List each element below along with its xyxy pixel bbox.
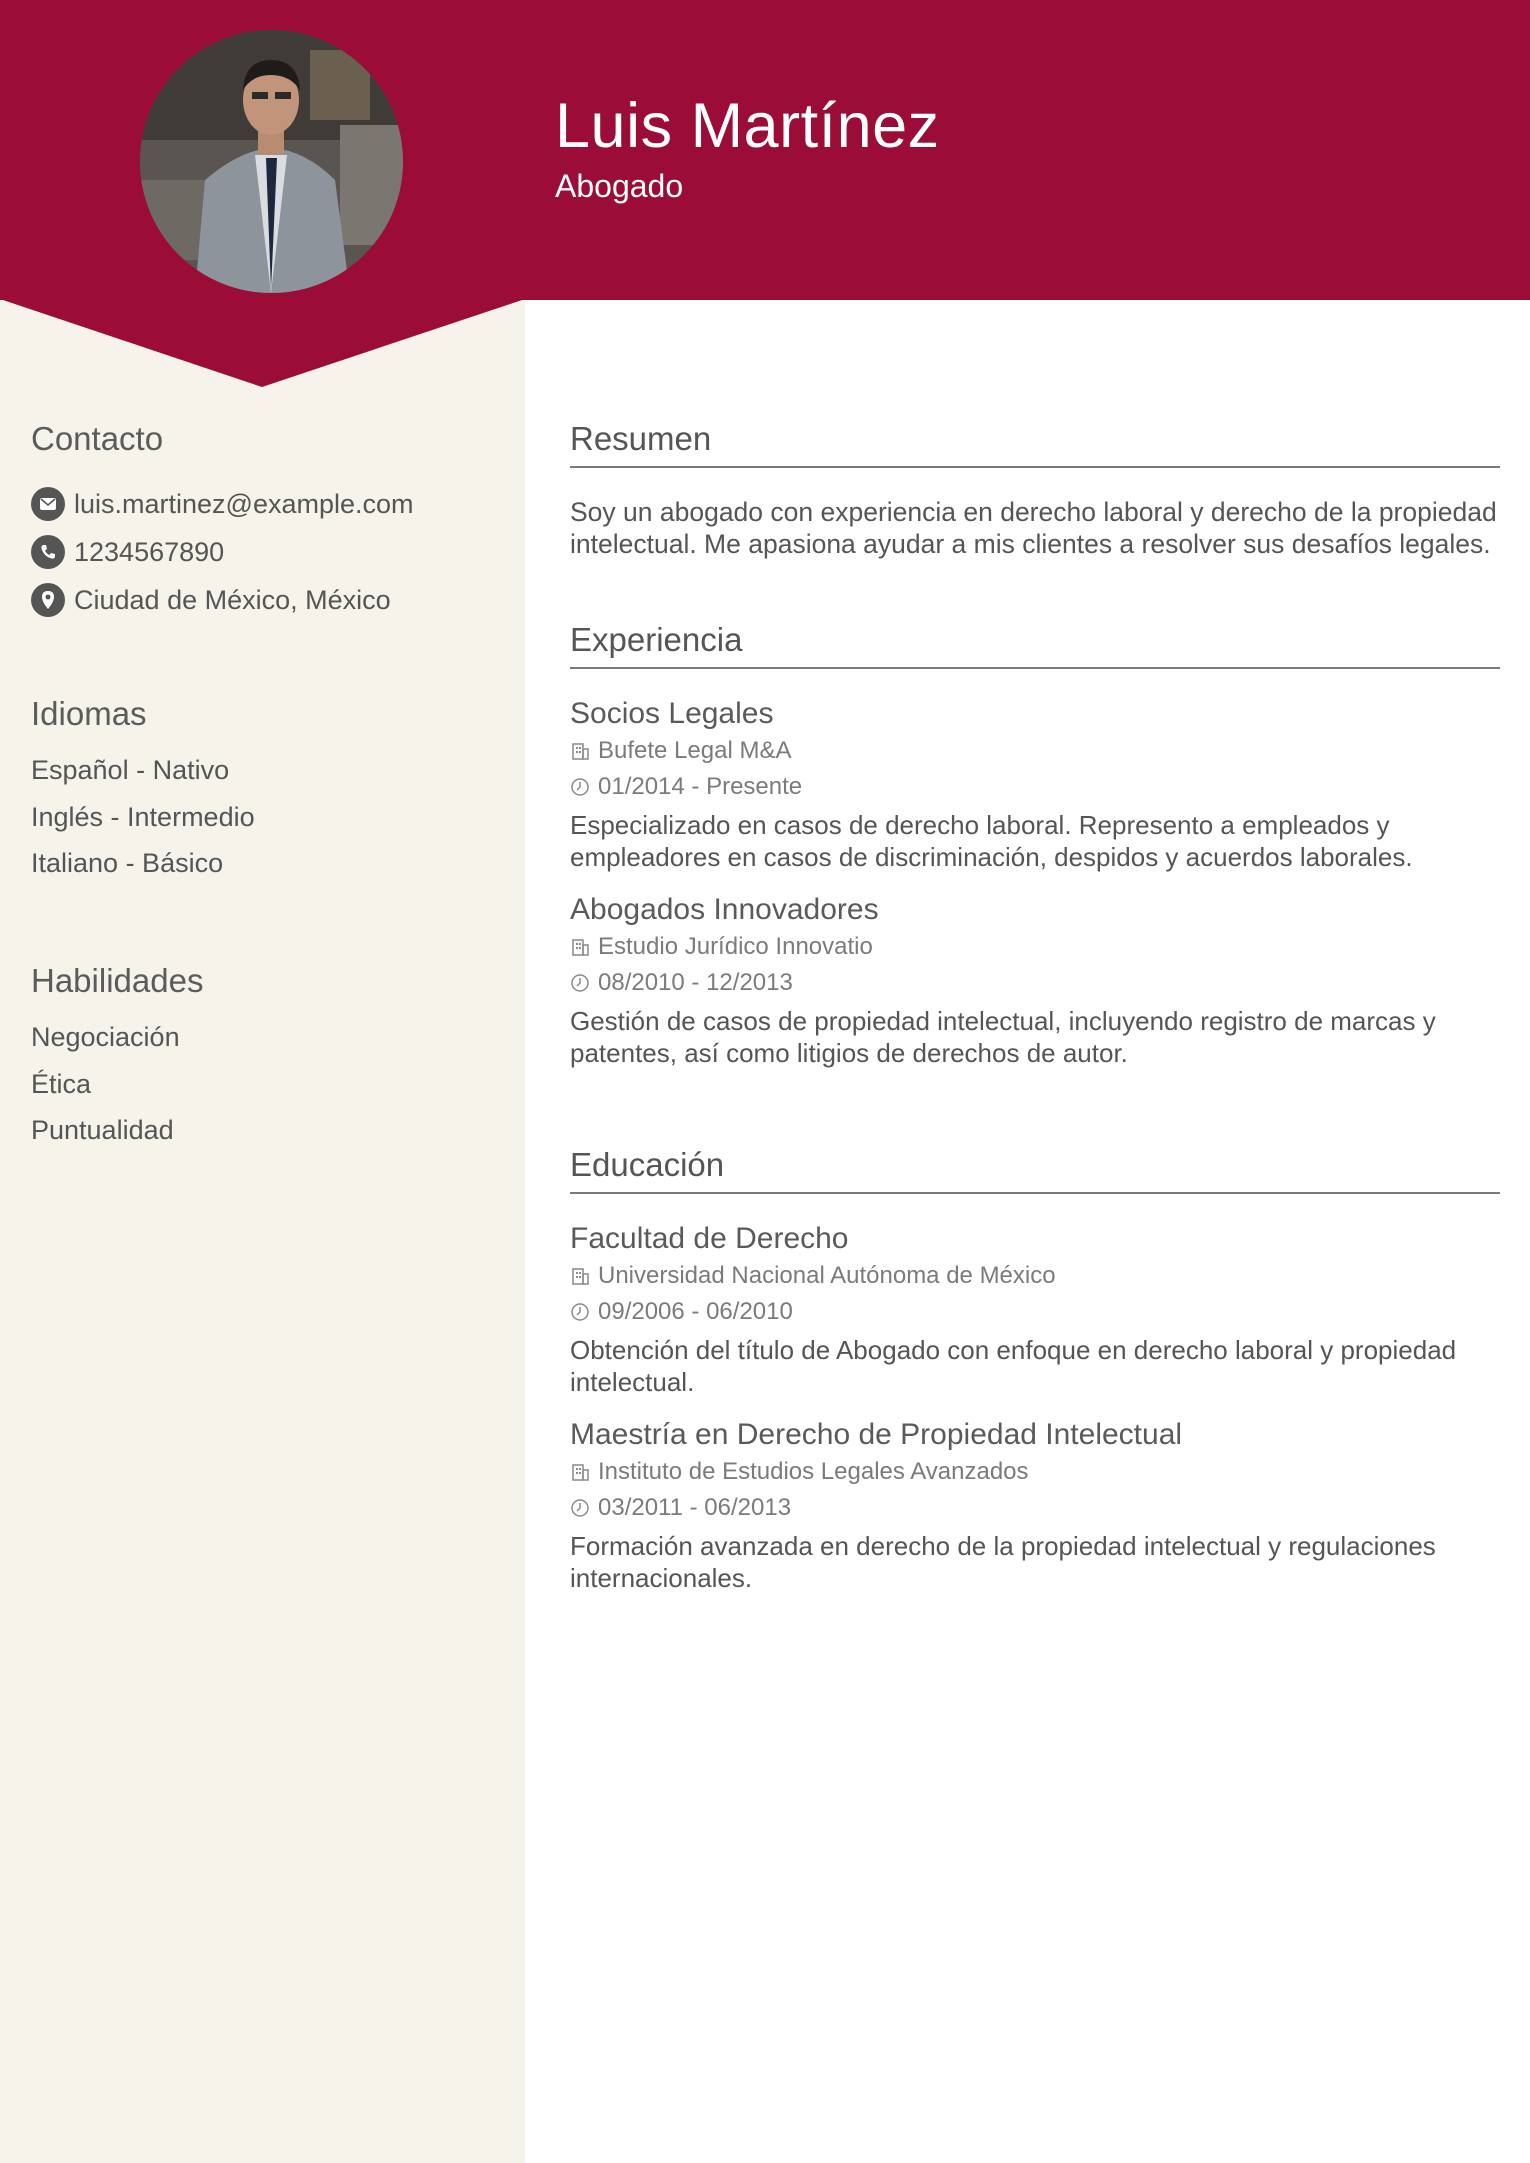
clock-icon <box>570 1302 590 1322</box>
contact-title: Contacto <box>31 420 164 457</box>
building-icon <box>570 1266 590 1286</box>
contact-phone-text: 1234567890 <box>74 536 225 567</box>
language-item: Italiano - Básico <box>31 848 224 878</box>
skills-title: Habilidades <box>31 962 204 999</box>
entry-description: Formación avanzada en derecho de la propiedad intelectual y regulaciones internacionales. <box>570 1531 1436 1593</box>
profile-photo <box>140 30 403 293</box>
education-section <box>570 1146 1500 1594</box>
entry-org-text: Bufete Legal M&A <box>598 737 792 764</box>
location-icon <box>31 583 65 617</box>
entry-description: Obtención del título de Abogado con enfoque en derecho laboral y propiedad intelectual. <box>570 1335 1457 1397</box>
summary-text: Soy un abogado con experiencia en derecho laboral y derecho de la propiedad intelectual. Me apasiona ayudar a mis clientes a resolver sus desafíos legales. <box>570 497 1497 559</box>
entry-dates-text: 09/2006 - 06/2010 <box>598 1298 793 1325</box>
clock-icon <box>570 1498 590 1518</box>
entry-description: Especializado en casos de derecho laboral. Represento a empleados y empleadores en casos de discriminación, despidos y acuerdos laborales. <box>570 810 1413 872</box>
summary-title: Resumen <box>570 420 1500 468</box>
entry-title: Facultad de Derecho <box>570 1222 849 1255</box>
experience-section <box>570 621 1500 1069</box>
entry-org-text: Instituto de Estudios Legales Avanzados <box>598 1458 1029 1485</box>
entry-org-text: Estudio Jurídico Innovatio <box>598 933 873 960</box>
entry-org <box>570 1258 1500 1294</box>
header-chevron <box>0 299 525 387</box>
languages-section <box>31 695 501 887</box>
skill-item: Negociación <box>31 1022 180 1052</box>
mail-icon <box>31 487 65 521</box>
languages-title: Idiomas <box>31 695 147 732</box>
education-title: Educación <box>570 1146 1500 1194</box>
clock-icon <box>570 973 590 993</box>
contact-location <box>31 576 501 624</box>
entry-dates-text: 08/2010 - 12/2013 <box>598 969 793 996</box>
entry-org <box>570 929 1500 965</box>
entry-title: Abogados Innovadores <box>570 893 879 926</box>
entry-org <box>570 733 1500 769</box>
experience-entry <box>570 697 1500 873</box>
entry-dates <box>570 965 1500 1001</box>
entry-title: Maestría en Derecho de Propiedad Intelectual <box>570 1418 1183 1451</box>
experience-title: Experiencia <box>570 621 1500 669</box>
entry-title: Socios Legales <box>570 697 774 730</box>
entry-dates-text: 03/2011 - 06/2013 <box>598 1494 792 1521</box>
contact-phone[interactable] <box>31 528 501 576</box>
contact-section <box>31 420 501 624</box>
experience-entry <box>570 893 1500 1069</box>
entry-org-text: Universidad Nacional Autónoma de México <box>598 1262 1056 1289</box>
contact-email[interactable] <box>31 480 501 528</box>
entry-dates <box>570 1294 1500 1330</box>
language-item: Español - Nativo <box>31 755 230 785</box>
contact-email-text: luis.martinez@example.com <box>74 488 414 519</box>
entry-dates-text: 01/2014 - Presente <box>598 773 803 800</box>
entry-dates <box>570 769 1500 805</box>
skill-item: Puntualidad <box>31 1115 174 1145</box>
education-entry <box>570 1418 1500 1594</box>
entry-dates <box>570 1490 1500 1526</box>
building-icon <box>570 937 590 957</box>
entry-org <box>570 1454 1500 1490</box>
phone-icon <box>31 535 65 569</box>
building-icon <box>570 741 590 761</box>
candidate-name: Luis Martínez <box>555 91 940 161</box>
entry-description: Gestión de casos de propiedad intelectual, incluyendo registro de marcas y patentes, así como litigios de derechos de autor. <box>570 1006 1436 1068</box>
education-entry <box>570 1222 1500 1398</box>
skill-item: Ética <box>31 1068 92 1099</box>
candidate-role: Abogado <box>555 168 684 204</box>
summary-section <box>570 420 1500 560</box>
building-icon <box>570 1462 590 1482</box>
language-item: Inglés - Intermedio <box>31 801 255 832</box>
contact-location-text: Ciudad de México, México <box>74 584 391 615</box>
skills-section <box>31 962 501 1154</box>
clock-icon <box>570 777 590 797</box>
